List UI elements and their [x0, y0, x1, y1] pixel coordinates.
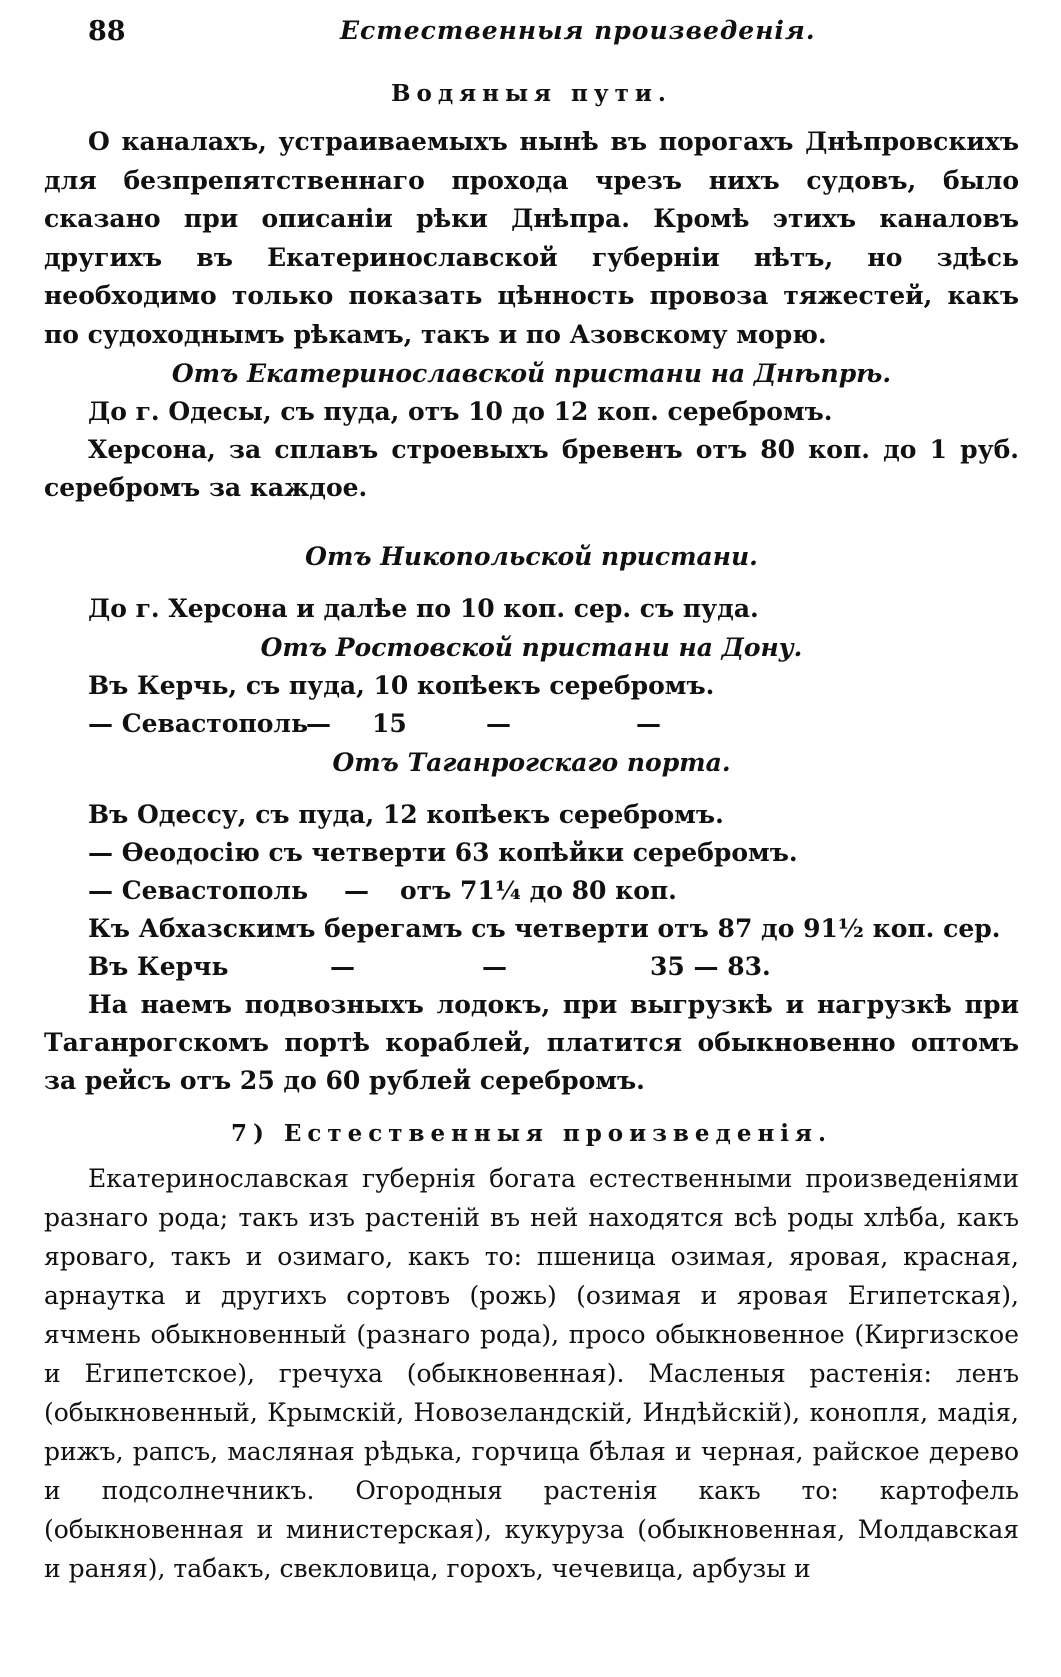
- rate-line-kherson-nikopol: До г. Херсона и далѣе по 10 коп. сер. съ пуда.: [88, 594, 759, 623]
- natural-products-paragraph: Екатеринославская губернія богата естественными произведеніями разнаго рода; такъ изъ растеній въ ней находятся всѣ роды хлѣба, какъ яроваго, такъ и озимаго, какъ то: пшеница озимая, яровая, красная, арнаутка и другихъ сортовъ (рожь) (озимая и яровая Египетская), ячмень обыкновенный (разнаго рода), просо обыкновенное (Киргизское и Египетское), гречуха (обыкновенная). Масленыя растенія: ленъ (обыкновенный, Крымскій, Новозеландскій, Индѣйскій), конопля, мадія, рижъ, рапсъ, масляная рѣдька, горчица бѣлая и черная, райское дерево и подсолнечникъ. Огородныя растенія какъ то: картофель (обыкновенная и министерская), кукуруза (обыкновенная, Молдавская и раняя), табакъ, свекловица, горохъ, чечевица, арбузы и: [44, 1164, 1019, 1583]
- row-dash: —: [306, 709, 331, 738]
- section-title-waterways: Водяныя пути.: [391, 80, 672, 107]
- rate-row-kerch-taganrog: [44, 948, 1019, 986]
- row-place: Въ Керчь: [88, 952, 229, 981]
- row-dash: —: [482, 952, 507, 981]
- rate-line-odessa-taganrog: Въ Одессу, съ пуда, 12 копѣекъ серебромъ.: [88, 800, 724, 829]
- page-content: [44, 78, 1019, 1588]
- row-dash: —: [486, 709, 511, 738]
- section-title-natural-products: 7) Естественныя произведенія.: [230, 1120, 833, 1147]
- row-value: 35 — 83.: [650, 952, 771, 981]
- rate-line-kherson: Херсона, за сплавъ строевыхъ бревенъ отъ 80 коп. до 1 руб. серебромъ за каждое.: [44, 435, 1019, 502]
- rate-line-feodosia: — Ѳеодосію съ четверти 63 копѣйки серебромъ.: [88, 838, 798, 867]
- running-title: Естественныя произведенія.: [340, 16, 816, 45]
- page-number: 88: [88, 16, 126, 47]
- subheading-rostov: Отъ Ростовской пристани на Дону.: [260, 633, 803, 662]
- row-dash: —: [330, 952, 355, 981]
- rate-row-sevastopol-taganrog: [44, 872, 1019, 910]
- subheading-ekaterinoslav: Отъ Екатеринославской пристани на Днѣпрѣ.: [171, 359, 892, 388]
- subheading-taganrog: Отъ Таганрогскаго порта.: [332, 748, 731, 777]
- row-value: отъ 71¼ до 80 коп.: [400, 876, 677, 905]
- running-head: [0, 0, 1061, 70]
- rate-row-sevastopol-rostov: [44, 705, 1019, 743]
- rate-line-odessa: До г. Одесы, съ пуда, отъ 10 до 12 коп. серебромъ.: [88, 397, 833, 426]
- intro-paragraph: О каналахъ, устраиваемыхъ нынѣ въ порогахъ Днѣпровскихъ для безпрепятственнаго прохода чрезъ нихъ судовъ, было сказано при описаніи рѣки Днѣпра. Кромѣ этихъ каналовъ другихъ въ Екатеринославской губерніи нѣтъ, но здѣсь необходимо только показать цѣнность провоза тяжестей, какъ по судоходнымъ рѣкамъ, такъ и по Азовскому морю.: [44, 127, 1019, 349]
- row-value: 15: [372, 709, 407, 738]
- row-place: — Севастополь: [88, 709, 309, 738]
- boat-hire-note: На наемъ подвозныхъ лодокъ, при выгрузкѣ и нагрузкѣ при Таганрогскомъ портѣ кораблей, платится обыкновенно оптомъ за рейсъ отъ 25 до 60 рублей серебромъ.: [44, 990, 1019, 1095]
- row-dash: —: [344, 876, 369, 905]
- row-dash: —: [636, 709, 661, 738]
- rate-line-abkhazia: Къ Абхазскимъ берегамъ съ четверти отъ 87 до 91½ коп. сер.: [88, 914, 1001, 943]
- rate-line-kerch-rostov: Въ Керчь, съ пуда, 10 копѣекъ серебромъ.: [88, 671, 715, 700]
- subheading-nikopol: Отъ Никопольской пристани.: [305, 542, 758, 571]
- row-place: — Севастополь: [88, 876, 309, 905]
